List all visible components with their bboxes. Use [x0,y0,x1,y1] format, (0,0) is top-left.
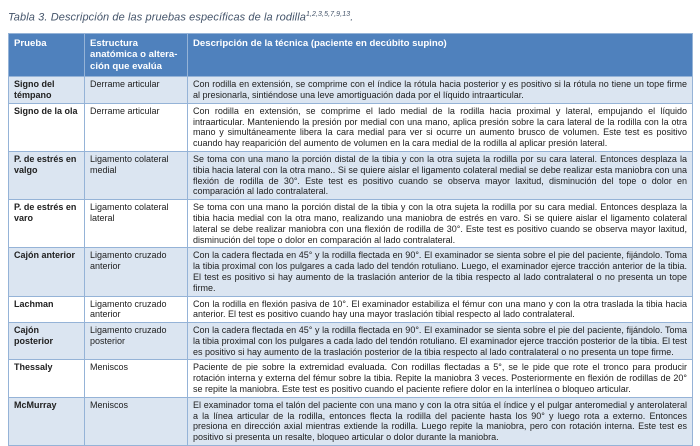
header-cell-descripcion: Descripción de la técnica (paciente en decúbito supino) [188,33,693,77]
table-caption-citations: 1,2,3,5,7,9,13 [305,11,351,18]
table-row [9,77,693,104]
table-header-row [9,33,693,77]
cell-estructura: Ligamento cruzado anterior [85,296,188,323]
cell-prueba: Cajón posterior [9,323,85,360]
cell-descripcion: El examinador toma el talón del paciente con una mano y con la otra sitúa el índice y el pulgar anteromedial y anterolateral a la línea articular de la rodilla, entonces flecta la rodilla del paciente hasta los 90° y luego rota a externo. Entonces presiona en dirección axial mientras extiende la rodilla. Luego repite la maniobra, pero con rotación interna. Este test es positivo si presenta un resalte, bloqueo articular o dolor durante la maniobra. [188,397,693,445]
cell-descripcion: Con la cadera flectada en 45° y la rodilla flectada en 90°. El examinador se sienta sobre el pie del paciente, fijándolo. Toma la tibia proximal con los pulgares a cada lado del tendón rotuliano. El examinador ejerce tracción posterior de la tibia. El test es positivo si hay aumento de la traslación posterior de la tibia respecto al lado contralateral o no presenta un tope firme. [188,323,693,360]
cell-prueba: Thessaly [9,360,85,397]
cell-estructura: Meniscos [85,360,188,397]
cell-estructura: Ligamento colateral medial [85,151,188,199]
header-cell-prueba: Prueba [9,33,85,77]
cell-descripcion: Con rodilla en extensión, se comprime con el índice la rótula hacia posterior y es positivo si la rótula no tiene un tope firme al presionarla, sintiéndose una leve amortiguación dada por el líquido intraarticular. [188,77,693,104]
cell-estructura: Meniscos [85,397,188,445]
table-row [9,360,693,397]
header-cell-estructura: Estructura anatómica o altera-ción que evalúa [85,33,188,77]
table-row [9,296,693,323]
cell-prueba: McMurray [9,397,85,445]
cell-prueba: P. de estrés en valgo [9,151,85,199]
knee-tests-table [8,33,693,446]
cell-descripcion: Se toma con una mano la porción distal de la tibia y con la otra sujeta la rodilla por su cara lateral. Entonces desplaza la tibia hacia lateral con la otra mano.. Si se quiere aislar el ligamento colateral medial se debe realizar esta maniobra con una flexión de rodilla de 30°. Este test es positivo cuando se observa mayor laxitud, disminución del tope o dolor en comparación al lado contralateral. [188,151,693,199]
table-row [9,103,693,151]
table-row [9,323,693,360]
cell-prueba: Lachman [9,296,85,323]
cell-estructura: Derrame articular [85,103,188,151]
cell-prueba: P. de estrés en varo [9,200,85,248]
cell-estructura: Ligamento cruzado anterior [85,248,188,296]
table-row [9,248,693,296]
table-caption-period: . [350,11,354,24]
cell-descripcion: Con la cadera flectada en 45° y la rodilla flectada en 90°. El examinador se sienta sobre el pie del paciente, fijándolo. Toma la tibia proximal con los pulgares a cada lado del tendón rotuliano. Luego, el examinador ejerce tracción anterior de la tibia. El test es positivo si hay aumento de la traslación anterior de la tibia respecto al lado contralateral o no presenta un tope firme. [188,248,693,296]
cell-descripcion: Se toma con una mano la porción distal de la tibia y con la otra sujeta la rodilla por su cara medial. Entonces desplaza la tibia hacia medial con la otra mano, realizando una maniobra de estrés en varo. Si se quiere aislar el ligamento colateral lateral se debe realizar maniobra con una flexión de rodilla de 30°. Este test es positivo cuando se observa mayor laxitud, disminución del tope o dolor en comparación al lado contralateral. [188,200,693,248]
table-row [9,397,693,445]
cell-prueba: Cajón anterior [9,248,85,296]
cell-estructura: Ligamento colateral lateral [85,200,188,248]
cell-descripcion: Con la rodilla en flexión pasiva de 10°. El examinador estabiliza el fémur con una mano y con la otra traslada la tibia hacia anterior. El test es positivo cuando hay una mayor traslación tibial respecto al lado contralateral. [188,296,693,323]
cell-descripcion: Paciente de pie sobre la extremidad evaluada. Con rodillas flectadas a 5°, se le pide que rote el tronco para producir rotación interna y externa del fémur sobre la tibia. Repite la maniobra 3 veces. Posteriormente en flexión de rodillas de 20° se repite la maniobra. Este test es positivo cuando el paciente refiere dolor en la interlínea o bloqueo articular. [188,360,693,397]
table-row [9,200,693,248]
cell-prueba: Signo de la ola [9,103,85,151]
table-row [9,151,693,199]
cell-estructura: Derrame articular [85,77,188,104]
cell-prueba: Signo del témpano [9,77,85,104]
table-body [9,77,693,446]
cell-estructura: Ligamento cruzado posterior [85,323,188,360]
table-caption-text: Tabla 3. Descripción de las pruebas específicas de la rodilla [8,11,306,24]
cell-descripcion: Con rodilla en extensión, se comprime el lado medial de la rodilla hacia proximal y lateral, empujando el líquido intraarticular. Manteniendo la presión por medial con una mano, aplica presión sobre la cara lateral de la rodilla con la otra mano y simultáneamente libera la cara medial para ver si ocurre un aumento brusco de volumen. Este test es positivo cuando hay reaparición del aumento de volumen en la cara medial de la rodilla al aplicar presión lateral. [188,103,693,151]
table-caption [8,11,693,24]
